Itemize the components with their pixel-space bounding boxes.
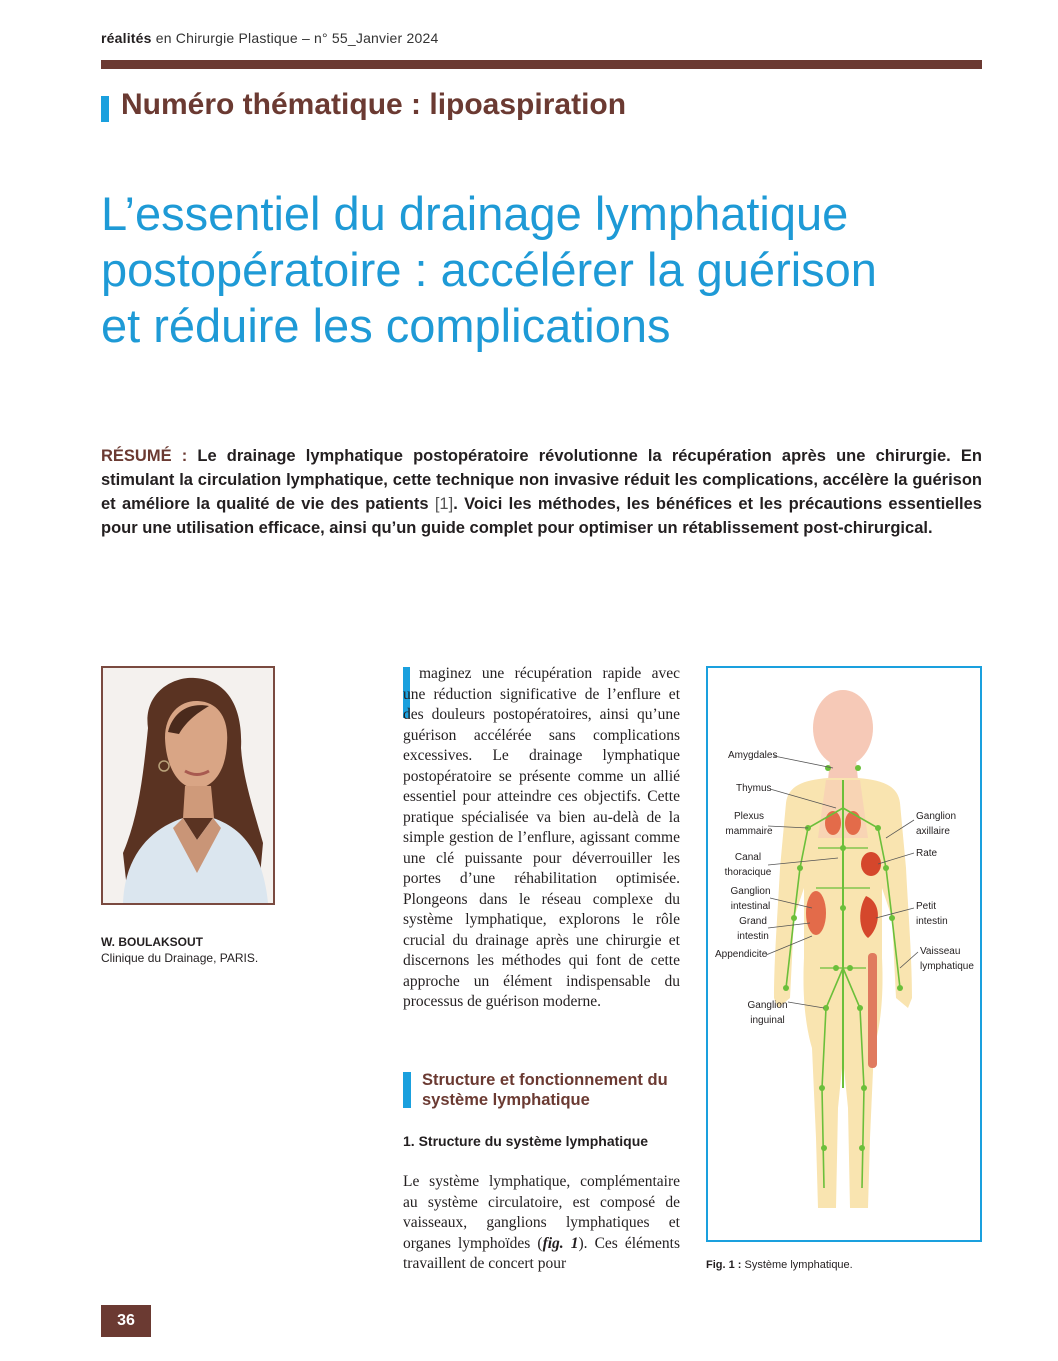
section-marker xyxy=(101,96,109,122)
label-thymus: Thymus xyxy=(736,783,772,794)
label-appendicite: Appendicite xyxy=(715,949,768,960)
label-amygdales: Amygdales xyxy=(728,750,778,761)
section-title: Numéro thématique : lipoaspiration xyxy=(121,88,627,121)
heading-marker xyxy=(403,1072,411,1108)
article-title xyxy=(101,186,961,354)
figure-caption-text: Système lymphatique. xyxy=(741,1259,853,1271)
abstract-text: Le drainage lymphatique postopératoire révolutionne la récupération après une chirurgie. En stimulant la circulation lymphatique, cette technique non invasive réduit les complications, accélère la guérison et améliore la qualité de vie des patients xyxy=(101,447,983,513)
intro-paragraph xyxy=(403,664,680,1013)
article-title-line: et réduire les complications xyxy=(101,299,671,352)
article-title-line: postopératoire : accélérer la guérison xyxy=(101,243,877,296)
abstract-text-end: . Voici les méthodes, les bénéfices et les précautions essentielles pour une utilisation efficace, ainsi qu’un guide complet pour optimiser un rétablissement post-chirurgical. xyxy=(101,495,982,537)
abstract-label: RÉSUMÉ : xyxy=(101,447,188,465)
label-canal-thoracique: Canal thoracique xyxy=(724,852,772,878)
figure-caption-label: Fig. 1 : xyxy=(706,1259,742,1271)
reference-marker: [1] xyxy=(434,495,454,513)
author-name: W. BOULAKSOUT xyxy=(101,935,203,949)
author-affiliation: Clinique du Drainage, PARIS. xyxy=(101,951,259,965)
page-number: 36 xyxy=(101,1305,151,1337)
figure-lymphatic-system xyxy=(706,666,982,1242)
label-rate: Rate xyxy=(916,848,938,859)
section-heading: Structure et fonctionnement du système lymphatique xyxy=(422,1071,668,1109)
abstract xyxy=(101,444,982,540)
issue-info: en Chirurgie Plastique – n° 55_Janvier 2024 xyxy=(151,30,439,46)
subsection-heading: 1. Structure du système lymphatique xyxy=(403,1133,649,1149)
journal-name: réalités xyxy=(101,30,152,46)
label-ganglion-axillaire: Ganglion axillaire xyxy=(916,811,957,837)
author-photo xyxy=(101,666,275,905)
label-ganglion-inguinal: Ganglion inguinal xyxy=(747,1000,788,1026)
intro-text: maginez une récupération rapide avec une réduction significative de l’enflure et des douleurs postopératoires, ainsi qu’une guérison accélérée sans complications excessives. Le drainage lymphatique postopératoire se présente comme un allié essentiel pour atteindre ces objectifs. Cette pratique spécialisée va bien au-delà de la simple gestion de l’enflure, agissant comme une clé puissante pour déverrouiller les portes d’une réhabilitation optimisée. Plongeons dans le réseau complexe du système lymphatique, explorons le rôle crucial du drainage après une chirurgie et discernons les méthodes qui font de cette approche un élément indispensable du processus de guérison moderne. xyxy=(403,665,680,1010)
label-ganglion-intestinal: Ganglion intestinal xyxy=(730,886,771,912)
figure-caption xyxy=(706,1259,853,1271)
label-petit-intestin: Petit intestin xyxy=(916,901,948,927)
body-paragraph: Le système lymphatique, complémentaire au système circulatoire, est composé de vaisseaux, ganglions lymphatiques et organes lymphoïdes (fig. 1). Ces éléments travaillent de concert pour xyxy=(403,1173,680,1272)
top-rule xyxy=(101,60,982,69)
article-title-line: L’essentiel du drainage lymphatique xyxy=(101,187,849,240)
running-header xyxy=(101,30,438,46)
author-portrait-image xyxy=(103,668,273,903)
label-plexus-mammaire: Plexus mammaire xyxy=(725,811,773,837)
label-vaisseau-lymphatique: Vaisseau lymphatique xyxy=(920,946,974,972)
figure-reference: fig. 1 xyxy=(542,1234,579,1252)
label-grand-intestin: Grand intestin xyxy=(737,916,769,942)
